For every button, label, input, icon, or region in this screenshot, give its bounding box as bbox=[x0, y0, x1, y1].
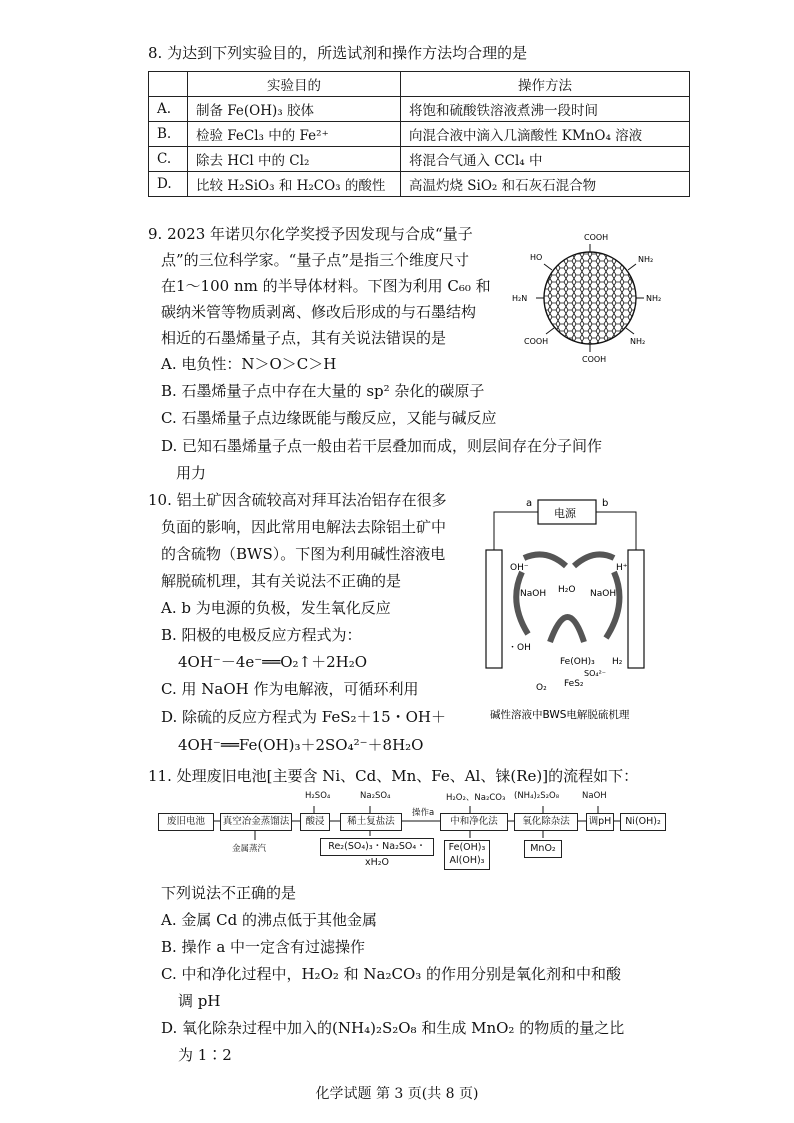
q11-option-d: D. 氧化除杂过程中加入的(NH₄)₂S₂O₈ 和生成 MnO₂ 的物质的量之比 bbox=[161, 1019, 625, 1037]
q8-stem: 8. 为达到下列实验目的，所选试剂和操作方法均合理的是 bbox=[148, 44, 528, 62]
o2-label: O₂ bbox=[536, 683, 547, 693]
q10-option-c: C. 用 NaOH 作为电解液，可循环利用 bbox=[161, 680, 419, 698]
table-row: A. 制备 Fe(OH)₃ 胶体 将饱和硫酸铁溶液煮沸一段时间 bbox=[149, 97, 690, 122]
flow-step: 中和净化法 bbox=[440, 813, 508, 831]
q10-stem-line: 的含硫物（BWS）。下图为利用碱性溶液电 bbox=[161, 545, 446, 563]
h-plus-label: H⁺ bbox=[616, 563, 628, 573]
flow-step: 废旧电池 bbox=[158, 813, 214, 831]
q11-option-b: B. 操作 a 中一定含有过滤操作 bbox=[161, 938, 366, 956]
flow-step: 酸浸 bbox=[300, 813, 330, 831]
naoh-right-label: NaOH bbox=[590, 589, 617, 599]
q10-option-b-equation: 4OH⁻－4e⁻══O₂↑＋2H₂O bbox=[178, 653, 368, 671]
oh-radical-label: ・OH bbox=[508, 643, 531, 653]
terminal-a-label: a bbox=[526, 498, 533, 509]
h2o-label: H₂O bbox=[558, 585, 576, 595]
q11-option-a: A. 金属 Cd 的沸点低于其他金属 bbox=[161, 911, 377, 929]
q10-stem-line: 负面的影响，因此常用电解法去除铝土矿中 bbox=[161, 518, 447, 536]
flow-output: 金属蒸汽 bbox=[232, 844, 267, 854]
q9-option-d: D. 已知石墨烯量子点一般由若干层叠加而成，则层间存在分子间作 bbox=[161, 437, 603, 455]
q11-option-d-cont: 为 1∶2 bbox=[178, 1046, 232, 1064]
q10-option-d: D. 除硫的反应方程式为 FeS₂＋15・OH＋ bbox=[161, 708, 447, 726]
cooh-label: COOH bbox=[524, 337, 549, 346]
naoh-left-label: NaOH bbox=[520, 589, 547, 599]
table-row: D. 比较 H₂SiO₃ 和 H₂CO₃ 的酸性 高温灼烧 SiO₂ 和石灰石混合物 bbox=[149, 172, 690, 197]
oh-minus-label: OH⁻ bbox=[510, 563, 529, 573]
q11-stem: 11. 处理废旧电池[主要含 Ni、Cd、Mn、Fe、Al、铼(Re)]的流程如下： bbox=[148, 767, 639, 785]
flow-step: Ni(OH)₂ bbox=[620, 813, 666, 831]
nh2-label: NH₂ bbox=[646, 294, 662, 303]
power-source-label: 电源 bbox=[554, 507, 576, 520]
h2-label: H₂ bbox=[612, 657, 623, 667]
cooh-label: COOH bbox=[584, 233, 609, 242]
q9-stem-line: 碳纳米管等物质剥离、修改后形成的与石墨结构 bbox=[161, 303, 477, 321]
graphene-quantum-dot-figure bbox=[510, 226, 670, 366]
q9-option-b: B. 石墨烯量子点中存在大量的 sp² 杂化的碳原子 bbox=[161, 382, 485, 400]
q9-stem-line: 点”的三位科学家。“量子点”是指三个维度尺寸 bbox=[161, 251, 470, 269]
flow-step: 真空冶金蒸馏法 bbox=[220, 813, 292, 831]
q10-option-a: A. b 为电源的负极，发生氧化反应 bbox=[161, 599, 391, 617]
fes2-label: FeS₂ bbox=[564, 679, 584, 689]
q8-table bbox=[148, 71, 690, 197]
q9-stem-line: 相近的石墨烯量子点，其有关说法错误的是 bbox=[161, 329, 447, 347]
q9-stem-line: 9. 2023 年诺贝尔化学奖授予因发现与合成“量子 bbox=[148, 225, 473, 243]
nh2-label: NH₂ bbox=[630, 337, 646, 346]
flow-output: Re₂(SO₄)₃・Na₂SO₄・xH₂O bbox=[320, 838, 434, 856]
q11-question: 下列说法不正确的是 bbox=[161, 884, 297, 902]
hoc-label: HO bbox=[530, 253, 543, 262]
q9-option-a: A. 电负性：N＞O＞C＞H bbox=[161, 355, 337, 373]
so4-label: SO₄²⁻ bbox=[584, 669, 607, 678]
terminal-b-label: b bbox=[602, 498, 609, 509]
q8-header-goal: 实验目的 bbox=[188, 72, 401, 97]
q9-stem-line: 在1～100 nm 的半导体材料。下图为利用 C₆₀ 和 bbox=[161, 277, 491, 295]
electrolysis-figure bbox=[478, 492, 678, 732]
right-electrode bbox=[628, 550, 644, 668]
q9-option-d-cont: 用力 bbox=[176, 464, 207, 482]
q10-option-d-equation: 4OH⁻══Fe(OH)₃＋2SO₄²⁻＋8H₂O bbox=[178, 736, 424, 754]
q10-stem-line: 解脱硫机理，其有关说法不正确的是 bbox=[161, 572, 402, 590]
flow-step: 氧化除杂法 bbox=[514, 813, 578, 831]
feoh3-label: Fe(OH)₃ bbox=[560, 657, 595, 667]
h2n-label: H₂N bbox=[512, 294, 528, 303]
figure-caption: 碱性溶液中BWS电解脱硫机理 bbox=[490, 709, 630, 721]
q11-option-c-cont: 调 pH bbox=[178, 992, 221, 1010]
nh2-label: NH₂ bbox=[638, 255, 654, 264]
q9-option-c: C. 石墨烯量子点边缘既能与酸反应，又能与碱反应 bbox=[161, 409, 497, 427]
q8-header-method: 操作方法 bbox=[401, 72, 690, 97]
table-row: C. 除去 HCl 中的 Cl₂ 将混合气通入 CCl₄ 中 bbox=[149, 147, 690, 172]
flow-output: MnO₂ bbox=[524, 840, 562, 858]
q10-option-b: B. 阳极的电极反应方程式为： bbox=[161, 626, 362, 644]
flow-step: 稀土复盐法 bbox=[340, 813, 402, 831]
left-electrode bbox=[486, 550, 502, 668]
q11-option-c: C. 中和净化过程中，H₂O₂ 和 Na₂CO₃ 的作用分别是氧化剂和中和酸 bbox=[161, 965, 622, 983]
flow-output: Fe(OH)₃ Al(OH)₃ bbox=[444, 840, 490, 870]
cooh-label: COOH bbox=[582, 355, 607, 364]
q10-stem-line: 10. 铝土矿因含硫较高对拜耳法冶铝存在很多 bbox=[148, 491, 447, 509]
page-footer: 化学试题 第 3 页(共 8 页) bbox=[315, 1086, 479, 1102]
table-row: B. 检验 FeCl₃ 中的 Fe²⁺ 向混合液中滴入几滴酸性 KMnO₄ 溶液 bbox=[149, 122, 690, 147]
flow-step: 调pH bbox=[586, 813, 614, 831]
